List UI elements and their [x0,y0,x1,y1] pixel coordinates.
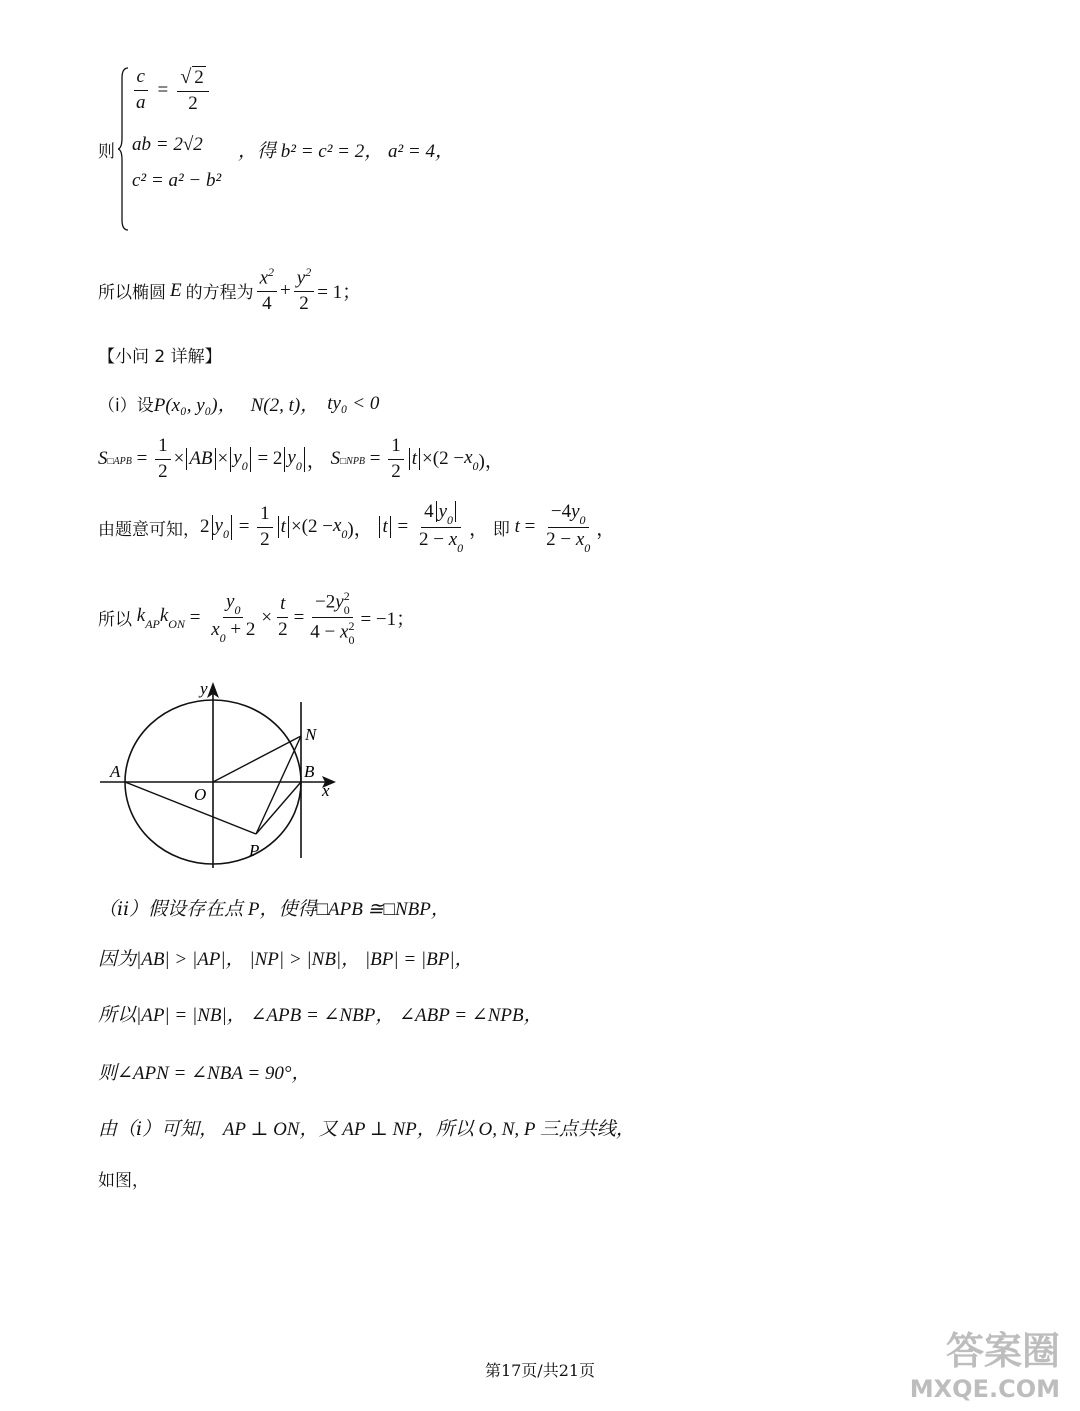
ellipse-figure [96,676,346,872]
because-line: 因为|AB| > |AP|， |NP| > |NB|， |BP| = |BP|， [98,949,474,970]
slope-product-line: 所以 $k_{AP}k_{ON}$ = $\frac{y_0}{x_0 + 2}$ × $\frac{t}{2}$ = $\frac{-2y^2_0}{4 - x^2_0}$ = −1； [98,589,416,648]
segment-BP [256,782,301,834]
label-B: B [304,762,315,781]
then-angle-line: 则∠APN = ∠NBA = 90°， [98,1063,311,1084]
so-equal-line: 所以|AP| = |NB|， ∠APB = ∠NBP， ∠ABP = ∠NPB， [98,1005,543,1026]
as-figure-line: 如图， [98,1171,149,1191]
part-ii-line: （ⅱ）假设存在点 P，使得□APB ≅□NBP， [98,899,450,920]
label-O: O [194,785,207,804]
segment-ON [213,736,301,782]
area-line: S $_{□APB}$ = $\frac{1}{2}$ × AB × $y_0$ = 2 $y_0$ ， S $_{□NPB}$ = $\frac{1}{2}$ t ×(2 − $x_0$ )， [98,435,504,482]
segment-NP [256,736,301,834]
system-row-3: c² = a² − b² [132,170,222,191]
segment-AP [125,782,256,834]
section-2-title: 【小问 2 详解】 [98,347,222,367]
label-A: A [110,762,121,781]
system-row-1: $\frac{c}{a}$ = $\frac{√ 2}{2}$ [130,66,212,115]
label-N: N [305,725,317,744]
watermark-logo: 答案圈 MXQE.COM [909,1329,1060,1403]
ellipse-equation-line: 所以椭圆 E 的方程为 $\frac{x^2}{4}$ + $\frac{y^2}{2}$ = 1； [98,265,362,315]
label-y: y [200,679,208,698]
part-i-line: （ⅰ）设 P(x₀, y₀)， N(2, t)， ty₀ < 0 [98,392,380,416]
system-row-2: ab = 2√2 [132,134,203,155]
from-meaning-line: 由题意可知， 2 $y_0$ = $\frac{1}{2}$ t ×(2 − $x_0$ )， t = $\frac{4 y_0}{2 - x_0}$ ， 即 t = $\frac{-4y_0}{2 - x_0}$ ， [98,501,616,555]
from-i-line: 由（ⅰ）可知， AP ⊥ ON，又 AP ⊥ NP，所以 O, N, P 三点共线， [98,1119,635,1140]
label-x: x [322,781,330,800]
page-footer: 第17页/共21页 [484,1361,596,1380]
system-prefix: 则 [98,142,115,162]
left-brace [118,66,130,232]
system-result: ，得 b² = c² = 2， a² = 4， [238,141,454,162]
label-P: P [249,841,260,860]
